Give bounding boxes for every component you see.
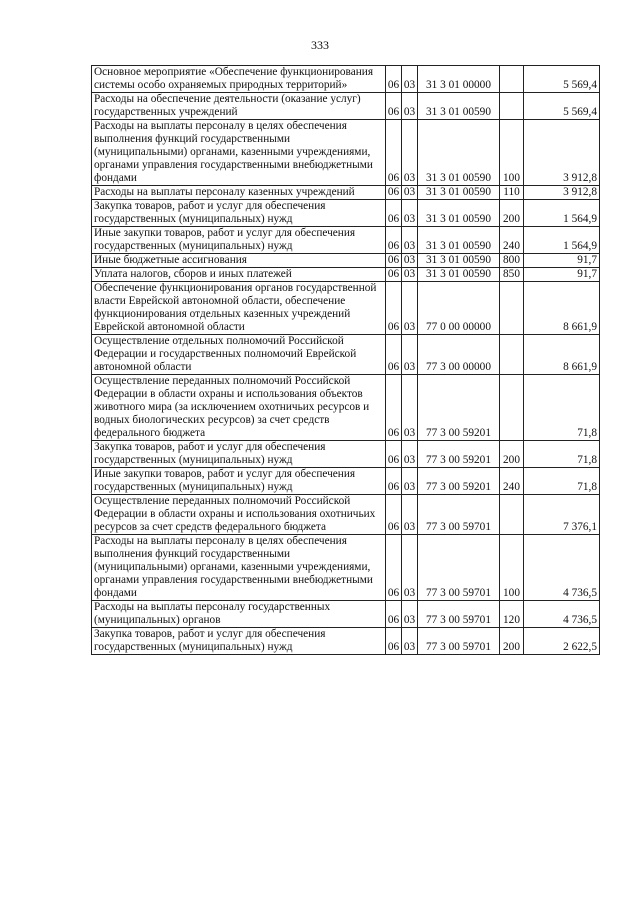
table-row xyxy=(92,468,600,495)
expense-type-cell: 100 xyxy=(500,535,524,601)
expense-type-cell xyxy=(500,93,524,120)
amount-cell: 1 564,9 xyxy=(524,200,600,227)
amount-cell: 3 912,8 xyxy=(524,186,600,200)
expense-name-cell: Иные бюджетные ассигнования xyxy=(92,254,386,268)
section-code-cell: 06 xyxy=(386,282,402,335)
section-code-cell: 06 xyxy=(386,227,402,254)
expense-name-cell: Закупка товаров, работ и услуг для обеспечения государственных (муниципальных) нужд xyxy=(92,200,386,227)
target-article-cell: 31 3 01 00000 xyxy=(418,66,500,93)
amount-cell: 91,7 xyxy=(524,254,600,268)
amount-cell: 8 661,9 xyxy=(524,282,600,335)
section-code-cell: 06 xyxy=(386,120,402,186)
table-row xyxy=(92,200,600,227)
section-code-cell: 06 xyxy=(386,268,402,282)
table-row xyxy=(92,66,600,93)
expense-type-cell: 240 xyxy=(500,227,524,254)
expense-type-cell: 200 xyxy=(500,200,524,227)
expense-type-cell: 200 xyxy=(500,628,524,655)
subsection-code-cell: 03 xyxy=(402,535,418,601)
section-code-cell: 06 xyxy=(386,468,402,495)
expense-name-cell: Иные закупки товаров, работ и услуг для обеспечения государственных (муниципальных) нужд xyxy=(92,468,386,495)
expense-name-cell: Закупка товаров, работ и услуг для обеспечения государственных (муниципальных) нужд xyxy=(92,628,386,655)
amount-cell: 3 912,8 xyxy=(524,120,600,186)
subsection-code-cell: 03 xyxy=(402,268,418,282)
amount-cell: 71,8 xyxy=(524,468,600,495)
section-code-cell: 06 xyxy=(386,186,402,200)
target-article-cell: 31 3 01 00590 xyxy=(418,227,500,254)
table-row xyxy=(92,268,600,282)
table-row xyxy=(92,495,600,535)
expense-type-cell: 200 xyxy=(500,441,524,468)
target-article-cell: 31 3 01 00590 xyxy=(418,120,500,186)
subsection-code-cell: 03 xyxy=(402,495,418,535)
amount-cell: 7 376,1 xyxy=(524,495,600,535)
target-article-cell: 77 3 00 59201 xyxy=(418,468,500,495)
amount-cell: 91,7 xyxy=(524,268,600,282)
table-row xyxy=(92,441,600,468)
expense-name-cell: Осуществление переданных полномочий Российской Федерации в области охраны и использования объектов животного мира (за исключением охотничьих ресурсов и водных биологических ресурсов) за счет средств федерального бюджета xyxy=(92,375,386,441)
subsection-code-cell: 03 xyxy=(402,282,418,335)
expense-type-cell xyxy=(500,66,524,93)
subsection-code-cell: 03 xyxy=(402,468,418,495)
expense-name-cell: Обеспечение функционирования органов государственной власти Еврейской автономной области, обеспечение функционирования отдельных казенных учреждений Еврейской автономной области xyxy=(92,282,386,335)
expense-type-cell: 240 xyxy=(500,468,524,495)
amount-cell: 71,8 xyxy=(524,375,600,441)
table-row xyxy=(92,186,600,200)
subsection-code-cell: 03 xyxy=(402,441,418,468)
amount-cell: 4 736,5 xyxy=(524,601,600,628)
expense-type-cell xyxy=(500,495,524,535)
budget-table xyxy=(91,65,600,655)
amount-cell: 1 564,9 xyxy=(524,227,600,254)
subsection-code-cell: 03 xyxy=(402,66,418,93)
target-article-cell: 31 3 01 00590 xyxy=(418,93,500,120)
table-row xyxy=(92,375,600,441)
table-row xyxy=(92,254,600,268)
expense-type-cell xyxy=(500,282,524,335)
amount-cell: 2 622,5 xyxy=(524,628,600,655)
section-code-cell: 06 xyxy=(386,601,402,628)
target-article-cell: 31 3 01 00590 xyxy=(418,186,500,200)
subsection-code-cell: 03 xyxy=(402,375,418,441)
subsection-code-cell: 03 xyxy=(402,93,418,120)
expense-type-cell: 850 xyxy=(500,268,524,282)
amount-cell: 8 661,9 xyxy=(524,335,600,375)
subsection-code-cell: 03 xyxy=(402,120,418,186)
expense-name-cell: Расходы на выплаты персоналу государственных (муниципальных) органов xyxy=(92,601,386,628)
amount-cell: 5 569,4 xyxy=(524,93,600,120)
expense-type-cell: 100 xyxy=(500,120,524,186)
expense-name-cell: Уплата налогов, сборов и иных платежей xyxy=(92,268,386,282)
section-code-cell: 06 xyxy=(386,441,402,468)
amount-cell: 5 569,4 xyxy=(524,66,600,93)
expense-name-cell: Осуществление переданных полномочий Российской Федерации в области охраны и использования охотничьих ресурсов за счет средств федерального бюджета xyxy=(92,495,386,535)
table-row xyxy=(92,227,600,254)
target-article-cell: 77 3 00 59201 xyxy=(418,441,500,468)
expense-name-cell: Закупка товаров, работ и услуг для обеспечения государственных (муниципальных) нужд xyxy=(92,441,386,468)
page-number: 333 xyxy=(311,38,329,52)
section-code-cell: 06 xyxy=(386,93,402,120)
section-code-cell: 06 xyxy=(386,628,402,655)
target-article-cell: 77 3 00 00000 xyxy=(418,335,500,375)
expense-type-cell xyxy=(500,335,524,375)
subsection-code-cell: 03 xyxy=(402,227,418,254)
subsection-code-cell: 03 xyxy=(402,186,418,200)
section-code-cell: 06 xyxy=(386,535,402,601)
target-article-cell: 77 3 00 59701 xyxy=(418,495,500,535)
table-row xyxy=(92,120,600,186)
target-article-cell: 31 3 01 00590 xyxy=(418,254,500,268)
section-code-cell: 06 xyxy=(386,375,402,441)
subsection-code-cell: 03 xyxy=(402,254,418,268)
target-article-cell: 77 3 00 59201 xyxy=(418,375,500,441)
table-row xyxy=(92,601,600,628)
budget-table-body xyxy=(92,66,600,655)
target-article-cell: 31 3 01 00590 xyxy=(418,200,500,227)
expense-name-cell: Основное мероприятие «Обеспечение функционирования системы особо охраняемых природных территорий» xyxy=(92,66,386,93)
section-code-cell: 06 xyxy=(386,200,402,227)
expense-name-cell: Расходы на выплаты персоналу в целях обеспечения выполнения функций государственными (муниципальными) органами, казенными учреждениями, органами управления государственными внебюджетными фондами xyxy=(92,120,386,186)
target-article-cell: 77 3 00 59701 xyxy=(418,601,500,628)
section-code-cell: 06 xyxy=(386,66,402,93)
subsection-code-cell: 03 xyxy=(402,335,418,375)
expense-name-cell: Расходы на выплаты персоналу в целях обеспечения выполнения функций государственными (муниципальными) органами, казенными учреждениями, органами управления государственными внебюджетными фондами xyxy=(92,535,386,601)
expense-type-cell: 110 xyxy=(500,186,524,200)
subsection-code-cell: 03 xyxy=(402,628,418,655)
expense-name-cell: Осуществление отдельных полномочий Российской Федерации и государственных полномочий Еврейской автономной области xyxy=(92,335,386,375)
table-row xyxy=(92,93,600,120)
expense-name-cell: Иные закупки товаров, работ и услуг для обеспечения государственных (муниципальных) нужд xyxy=(92,227,386,254)
target-article-cell: 77 3 00 59701 xyxy=(418,628,500,655)
section-code-cell: 06 xyxy=(386,254,402,268)
target-article-cell: 77 0 00 00000 xyxy=(418,282,500,335)
section-code-cell: 06 xyxy=(386,495,402,535)
table-row xyxy=(92,335,600,375)
table-row xyxy=(92,628,600,655)
subsection-code-cell: 03 xyxy=(402,601,418,628)
amount-cell: 4 736,5 xyxy=(524,535,600,601)
table-row xyxy=(92,535,600,601)
target-article-cell: 77 3 00 59701 xyxy=(418,535,500,601)
expense-name-cell: Расходы на выплаты персоналу казенных учреждений xyxy=(92,186,386,200)
table-row xyxy=(92,282,600,335)
expense-type-cell: 800 xyxy=(500,254,524,268)
amount-cell: 71,8 xyxy=(524,441,600,468)
expense-type-cell: 120 xyxy=(500,601,524,628)
subsection-code-cell: 03 xyxy=(402,200,418,227)
expense-type-cell xyxy=(500,375,524,441)
section-code-cell: 06 xyxy=(386,335,402,375)
expense-name-cell: Расходы на обеспечение деятельности (оказание услуг) государственных учреждений xyxy=(92,93,386,120)
target-article-cell: 31 3 01 00590 xyxy=(418,268,500,282)
